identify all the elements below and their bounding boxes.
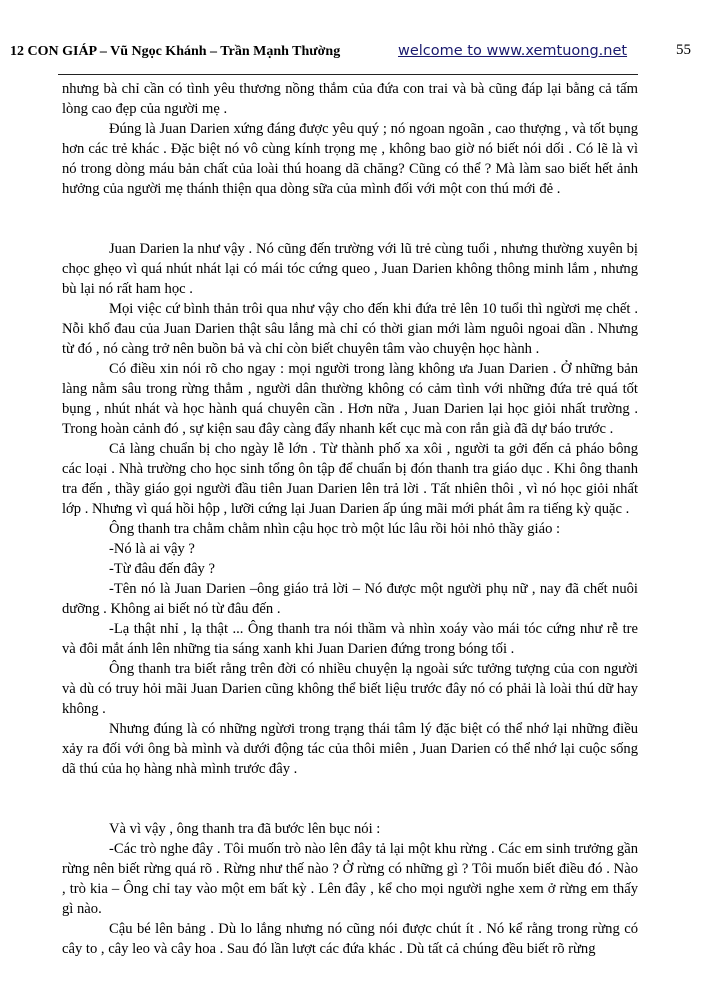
book-title: 12 CON GIÁP – Vũ Ngọc Khánh – Trần Mạnh Thường [10,44,341,59]
paragraph: Có điều xin nói rõ cho ngay : mọi người trong làng không ưa Juan Darien . Ở những bản làng nằm sâu trong rừng thẳm , người dân thường không có cảm tình với những đứa trẻ quá tốt bụng , nhút nhát và học hành quá chuyên cần . Hơn nữa , Juan Darien lại học giỏi nhất trường . Trong hoàn cảnh đó , sự kiện sau đây càng đẩy nhanh kết cục mà con rắn già đã dự báo trước . [62,361,638,437]
dialogue-line: -Nó là ai vậy ? [109,541,195,557]
page-header [10,38,692,60]
paragraph: Juan Darien la như vậy . Nó cũng đến trường với lũ trẻ cùng tuổi , nhưng thường xuyên bị chọc ghẹo vì quá nhút nhát lại có mái tóc cứng queo , Juan Darien không thông minh lắm , nhưng bù lại nó rất ham học . [62,241,638,297]
section-break [62,779,638,819]
paragraph: Ông thanh tra biết rằng trên đời có nhiều chuyện lạ ngoài sức tưởng tượng của con người và dù có truy hỏi mãi Juan Darien cũng không thể biết liệu trước đây nó có phải là loài thú dữ hay không . [62,661,638,717]
paragraph: Mọi việc cứ bình thản trôi qua như vậy cho đến khi đứa trẻ lên 10 tuổi thì ngừơi mẹ chết . Nỗi khổ đau của Juan Darien thật sâu lắng mà chỉ có thời gian mới làm nguôi ngoai dần . Nhưng từ đó , nó càng trở nên buồn bả và chỉ còn biết chuyên tâm vào chuyện học hành . [62,301,638,357]
header-divider [58,74,638,75]
paragraph: Và vì vậy , ông thanh tra đã bước lên bục nói : [109,821,381,837]
paragraph: Cả làng chuẩn bị cho ngày lễ lớn . Từ thành phố xa xôi , người ta gởi đến cả pháo bông các loại . Nhà trường cho học sinh tổng ôn tập để chuẩn bị đón thanh tra giáo dục . Khi ông thanh tra đến , thầy giáo gọi người đầu tiên Juan Darien lên trả lời . Tất nhiên thôi , vì nó học giỏi nhất lớp . Nhưng vì quá hồi hộp , lưỡi cứng lại Juan Darien ấp úng mãi mới phát âm ra tiếng kỳ quặc . [62,441,638,517]
dialogue-line: -Lạ thật nhỉ , lạ thật ... Ông thanh tra nói thầm và nhìn xoáy vào mái tóc cứng như rễ tre và đôi mắt ánh lên những tia sáng xanh khi Juan Darien đứng trong bóng tối . [62,621,638,657]
dialogue-line: -Tên nó là Juan Darien –ông giáo trả lời – Nó được một người phụ nữ , nay đã chết nuôi dưỡng . Không ai biết nó từ đâu đến . [62,581,638,617]
section-break [62,199,638,239]
paragraph: Đúng là Juan Darien xứng đáng được yêu quý ; nó ngoan ngoãn , cao thượng , và tốt bụng hơn các trẻ khác . Đặc biệt nó vô cùng kính trọng mẹ , không bao giờ nó biết nói dối . Có lẽ là vì nó trong dòng máu bản chất của loài thú hoang dã chăng? Cũng có thể ? Mà làm sao biết hết ảnh hưởng của người mẹ thánh thiện qua dòng sữa của mình đối với một con thú mới đẻ . [62,121,638,197]
paragraph: Nhưng đúng là có những ngừơi trong trạng thái tâm lý đặc biệt có thể nhớ lại những điều xảy ra đối với ông bà mình và dưới động tác của thôi miên , Juan Darien có thể nhớ lại cuộc sống dã thú của họ hàng nhà mình trước đây . [62,721,638,777]
paragraph: Ông thanh tra chằm chằm nhìn cậu học trò một lúc lâu rồi hỏi nhỏ thầy giáo : [109,521,561,537]
dialogue-line: -Từ đâu đến đây ? [109,561,215,577]
dialogue-line: -Các trò nghe đây . Tôi muốn trò nào lên đây tả lại một khu rừng . Các em sinh trưởng gần rừng nên biết rừng quá rõ . Rừng như thế nào ? Ở rừng có những gì ? Tôi muốn biết điều đó . Nào , trò kia – Ông chỉ tay vào một em bất kỳ . Lên đây , kể cho mọi người nghe xem ở rừng em thấy gì nào. [62,841,638,917]
website-link[interactable]: welcome to www.xemtuong.net [398,43,628,59]
paragraph: nhưng bà chỉ cần có tình yêu thương nồng thắm của đứa con trai và bà cũng đáp lại bằng cả tấm lòng cao đẹp của người mẹ . [62,81,638,117]
body-text [62,79,638,959]
page-number: 55 [676,42,691,58]
paragraph: Cậu bé lên bảng . Dù lo lắng nhưng nó cũng nói được chút ít . Nó kể rằng trong rừng có cây to , cây leo và cây hoa . Sau đó lần lượt các đứa khác . Dù tất cả chúng đều biết rõ rừng [62,921,638,957]
